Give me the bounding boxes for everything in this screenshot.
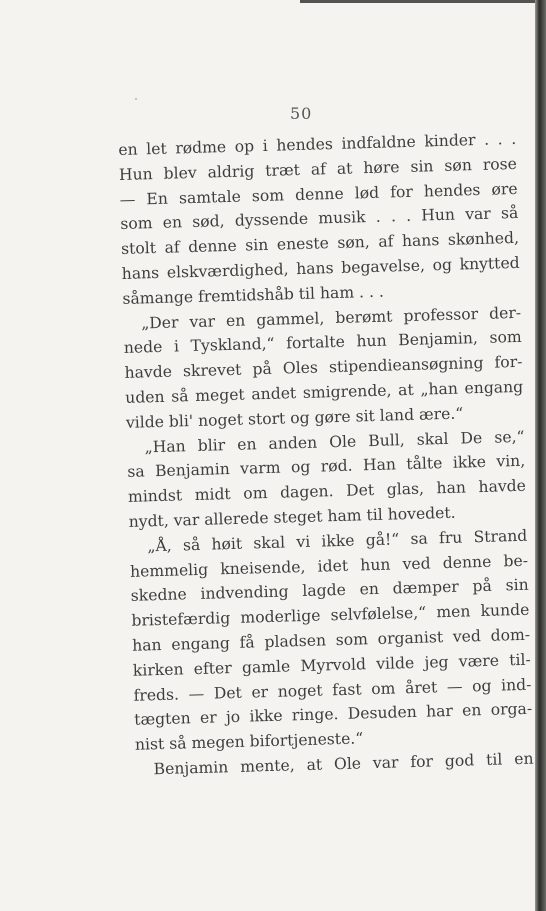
text-line: bristefærdig moderlige selvfølelse,“ men kunde [131, 600, 530, 630]
text-line: som en sød, dyssende musik . . . Hun var så [120, 204, 519, 234]
text-line: Hun blev aldrig træt af at høre sin søn rose [118, 154, 518, 184]
text-line: sa Benjamin varm og rød. Han tålte ikke vin, [127, 452, 526, 482]
text-line: hemmelig kneisende, idet hun ved denne be- [129, 551, 529, 581]
body-text [118, 127, 534, 783]
text-line: en let rødme op i hendes indfaldne kinder . . . [118, 129, 517, 159]
text-line: skedne indvending lagde en dæmper på sin [130, 576, 529, 606]
text-line: havde skrevet på Oles stipendieansøgning for- [124, 352, 523, 383]
text-line: — En samtale som denne lød for hendes øre [119, 179, 518, 209]
text-line: kirken efter gamle Myrvold vilde jeg være til- [132, 650, 531, 680]
page-top-edge [300, 0, 535, 3]
text-line: nede i Tyskland,“ fortalte hun Benjamin, som [123, 328, 522, 358]
text-line: nist så megen bifortjeneste.“ [134, 729, 364, 754]
text-line: stolt af denne sin eneste søn, af hans skønhed, [120, 229, 520, 259]
text-line: „Der var en gammel, berømt professor der- [140, 303, 522, 332]
text-line: „Han blir en anden Ole Bull, skal De se,“ [144, 427, 525, 456]
text-line: han engang få pladsen som organist ved dom- [131, 625, 531, 655]
text-line: uden så meget andet smigrende, at „han engang [125, 377, 524, 407]
text-line: hans elskværdighed, hans begavelse, og knytted [121, 253, 520, 283]
text-line: freds. — Det er noget fast om året — og ind- [133, 675, 532, 705]
text-line: „Å, så høit skal vi ikke gå!“ sa fru Strand [147, 526, 528, 556]
text-line: såmange fremtidshåb til ham . . . [122, 282, 385, 308]
speck [135, 98, 137, 100]
page-number: 50 [290, 104, 313, 123]
text-line: vilde bli' noget stort og gøre sit land ære.“ [125, 404, 464, 432]
text-line: Benjamin mente, at Ole var for god til en [153, 749, 534, 779]
page-binding-edge [535, 0, 546, 911]
text-line: mindst midt om dagen. Det glas, han havde [127, 476, 527, 507]
text-line: tægten er jo ikke ringe. Desuden har en orga- [134, 699, 533, 730]
text-line: nydt, var allerede steget ham til hovedet. [128, 503, 456, 531]
